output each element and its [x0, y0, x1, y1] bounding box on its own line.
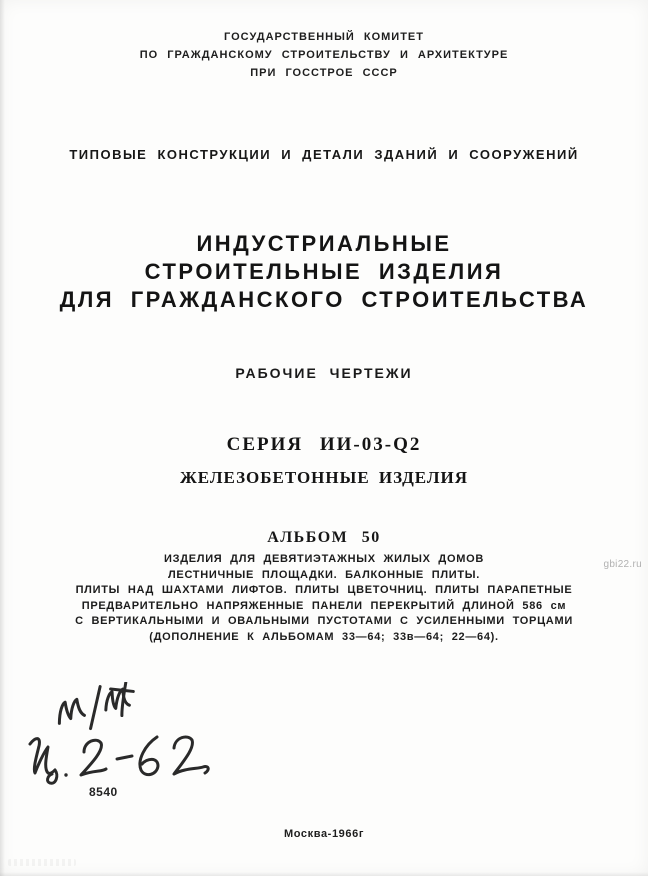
handwritten-number [30, 737, 208, 783]
album-description-line: ПРЕДВАРИТЕЛЬНО НАПРЯЖЕННЫЕ ПАНЕЛИ ПЕРЕКРЫТИЙ ДЛИНОЙ 586 см [81, 599, 567, 612]
album-description [34, 552, 614, 645]
handwritten-marks [18, 682, 268, 807]
handwritten-annotation [55, 682, 138, 733]
series-designation: СЕРИЯ ИИ-03-Q2 [226, 434, 422, 455]
org-header-line2: ПО ГРАЖДАНСКОМУ СТРОИТЕЛЬСТВУ И АРХИТЕКТУРЕ [139, 49, 509, 61]
subtitle-working-drawings: РАБОЧИЕ ЧЕРТЕЖИ [235, 365, 413, 381]
corner-watermark-smudge [8, 859, 76, 866]
album-title: АЛЬБОМ 50 [267, 529, 381, 546]
album-description-line: С ВЕРТИКАЛЬНЫМИ И ОВАЛЬНЫМИ ПУСТОТАМИ С УСИЛЕННЫМИ ТОРЦАМИ [75, 615, 573, 627]
series-subtitle: ЖЕЛЕЗОБЕТОННЫЕ ИЗДЕЛИЯ [179, 468, 469, 487]
series-strip: ТИПОВЫЕ КОНСТРУКЦИИ И ДЕТАЛИ ЗДАНИЙ И СООРУЖЕНИЙ [69, 147, 579, 162]
album-description-line: ИЗДЕЛИЯ ДЛЯ ДЕВЯТИЭТАЖНЫХ ЖИЛЫХ ДОМОВ [164, 553, 484, 565]
org-header-line1: ГОСУДАРСТВЕННЫЙ КОМИТЕТ [224, 31, 424, 43]
main-title-line2: СТРОИТЕЛЬНЫЕ ИЗДЕЛИЯ [144, 259, 504, 284]
album-description-line: ЛЕСТНИЧНЫЕ ПЛОЩАДКИ. БАЛКОННЫЕ ПЛИТЫ. [167, 568, 481, 581]
main-title-line1: ИНДУСТРИАЛЬНЫЕ [196, 231, 452, 256]
main-title [0, 230, 648, 314]
org-header-line3: ПРИ ГОССТРОЕ СССР [250, 67, 398, 79]
main-title-line3: ДЛЯ ГРАЖДАНСКОГО СТРОИТЕЛЬСТВА [59, 287, 589, 312]
org-header [0, 28, 648, 82]
stamp-number: 8540 [89, 785, 118, 799]
album-description-line: (ДОПОЛНЕНИЕ К АЛЬБОМАМ 33—64; 33в—64; 22—64). [149, 630, 499, 643]
scan-edge-bottom [0, 872, 648, 876]
album-description-line: ПЛИТЫ НАД ШАХТАМИ ЛИФТОВ. ПЛИТЫ ЦВЕТОЧНИЦ. ПЛИТЫ ПАРАПЕТНЫЕ [75, 584, 573, 596]
footer-place-year: Москва-1966г [283, 828, 364, 840]
site-watermark: gbi22.ru [603, 559, 642, 570]
